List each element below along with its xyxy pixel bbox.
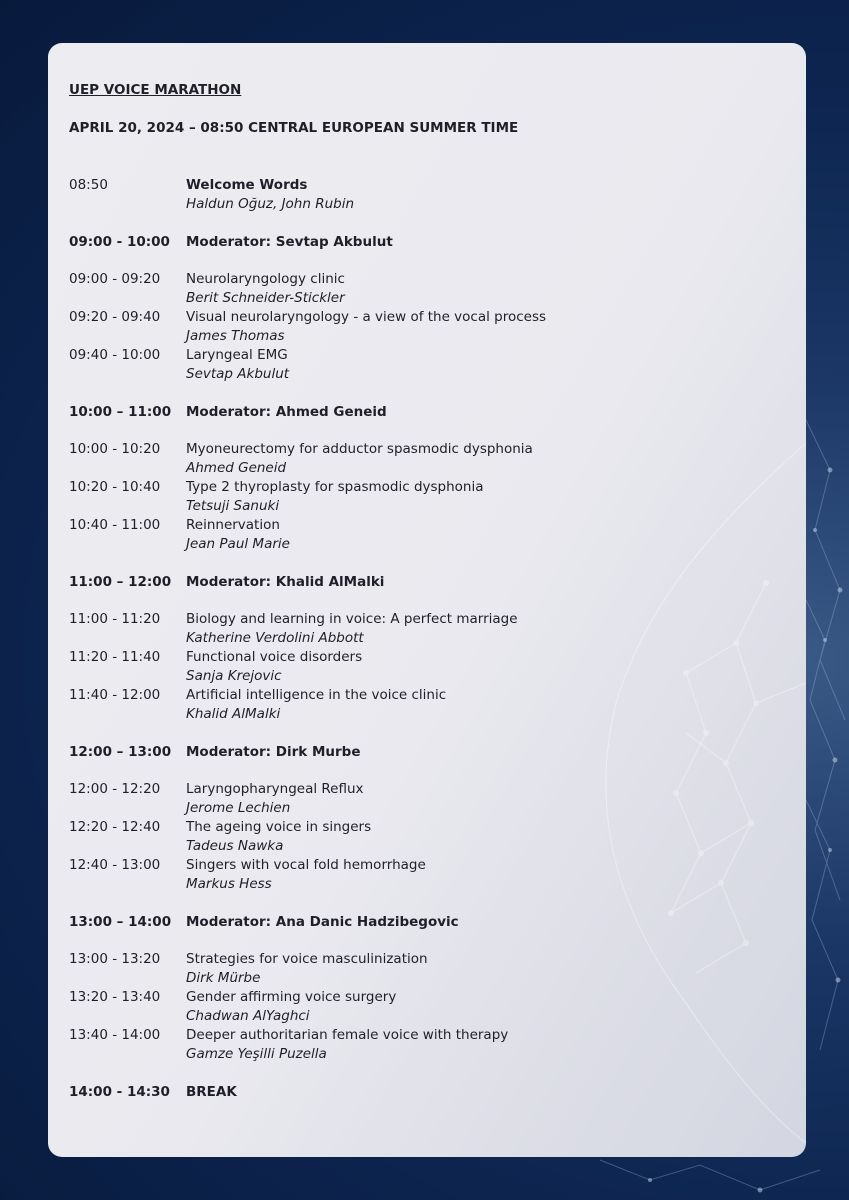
talk-title: Biology and learning in voice: A perfect marriage <box>186 611 518 627</box>
talk-time: 09:40 - 10:00 <box>69 347 161 363</box>
talk-time: 10:40 - 11:00 <box>69 517 161 533</box>
talk-time: 12:20 - 12:40 <box>69 819 161 835</box>
talk-speaker: Jerome Lechien <box>186 800 291 816</box>
talk-title: Singers with vocal fold hemorrhage <box>186 857 426 873</box>
talk-time: 10:20 - 10:40 <box>69 479 161 495</box>
event-title: UEP VOICE MARATHON <box>69 82 242 98</box>
session-header <box>69 233 789 252</box>
talk-title: The ageing voice in singers <box>186 819 372 835</box>
talk-speaker: Chadwan AlYaghci <box>186 1008 310 1024</box>
break-row <box>69 1083 789 1102</box>
talk-time: 11:00 - 11:20 <box>69 611 161 627</box>
talk-speaker: Berit Schneider-Stickler <box>186 290 345 306</box>
talk-time: 09:20 - 09:40 <box>69 309 161 325</box>
welcome-time: 08:50 <box>69 177 108 193</box>
welcome-row <box>69 176 789 214</box>
talk-row <box>69 610 789 648</box>
talk-row <box>69 988 789 1026</box>
break-time: 14:00 - 14:30 <box>69 1084 170 1100</box>
talk-title: Reinnervation <box>186 517 280 533</box>
talk-title: Type 2 thyroplasty for spasmodic dysphonia <box>186 479 484 495</box>
talk-speaker: Gamze Yeşilli Puzella <box>186 1046 327 1062</box>
talk-time: 13:00 - 13:20 <box>69 951 161 967</box>
talk-time: 12:40 - 13:00 <box>69 857 161 873</box>
welcome-speaker: Haldun Oğuz, John Rubin <box>186 196 355 212</box>
session-header <box>69 913 789 932</box>
session-moderator: Moderator: Ana Danic Hadzibegovic <box>186 914 459 930</box>
talk-speaker: Markus Hess <box>186 876 272 892</box>
talk-row <box>69 478 789 516</box>
talk-time: 11:40 - 12:00 <box>69 687 161 703</box>
talk-speaker: James Thomas <box>186 328 285 344</box>
talk-row <box>69 648 789 686</box>
talk-speaker: Dirk Mürbe <box>186 970 261 986</box>
talk-row <box>69 516 789 554</box>
talk-title: Laryngopharyngeal Reflux <box>186 781 364 797</box>
talk-row <box>69 780 789 818</box>
welcome-title: Welcome Words <box>186 177 308 193</box>
talk-title: Neurolaryngology clinic <box>186 271 345 287</box>
talk-row <box>69 346 789 384</box>
schedule-card <box>48 43 806 1157</box>
talk-row <box>69 1026 789 1064</box>
session-moderator: Moderator: Ahmed Geneid <box>186 404 387 420</box>
talk-time: 12:00 - 12:20 <box>69 781 161 797</box>
talk-speaker: Khalid AlMalki <box>186 706 281 722</box>
session-moderator: Moderator: Sevtap Akbulut <box>186 234 393 250</box>
session-header <box>69 403 789 422</box>
talk-row <box>69 440 789 478</box>
talk-speaker: Sanja Krejovic <box>186 668 282 684</box>
session-time: 12:00 – 13:00 <box>69 744 172 760</box>
talk-title: Artificial intelligence in the voice clinic <box>186 687 447 703</box>
break-label: BREAK <box>186 1084 237 1100</box>
talk-time: 13:20 - 13:40 <box>69 989 161 1005</box>
session-header <box>69 573 789 592</box>
talk-time: 13:40 - 14:00 <box>69 1027 161 1043</box>
talk-speaker: Tadeus Nawka <box>186 838 284 854</box>
talk-title: Functional voice disorders <box>186 649 363 665</box>
talk-title: Visual neurolaryngology - a view of the vocal process <box>186 309 547 325</box>
talk-title: Myoneurectomy for adductor spasmodic dysphonia <box>186 441 533 457</box>
event-date-line: APRIL 20, 2024 – 08:50 CENTRAL EUROPEAN SUMMER TIME <box>69 120 519 136</box>
talk-time: 11:20 - 11:40 <box>69 649 161 665</box>
talk-title: Strategies for voice masculinization <box>186 951 428 967</box>
talk-row <box>69 856 789 894</box>
talk-row <box>69 308 789 346</box>
talk-speaker: Ahmed Geneid <box>186 460 287 476</box>
talk-row <box>69 818 789 856</box>
talk-speaker: Jean Paul Marie <box>186 536 290 552</box>
talk-row <box>69 686 789 724</box>
talk-time: 09:00 - 09:20 <box>69 271 161 287</box>
talk-speaker: Sevtap Akbulut <box>186 366 290 382</box>
talk-title: Deeper authoritarian female voice with therapy <box>186 1027 509 1043</box>
talk-title: Gender affirming voice surgery <box>186 989 397 1005</box>
talk-time: 10:00 - 10:20 <box>69 441 161 457</box>
session-header <box>69 743 789 762</box>
session-moderator: Moderator: Dirk Murbe <box>186 744 361 760</box>
talk-row <box>69 950 789 988</box>
talk-speaker: Katherine Verdolini Abbott <box>186 630 364 646</box>
session-time: 11:00 – 12:00 <box>69 574 172 590</box>
talk-row <box>69 270 789 308</box>
session-time: 10:00 – 11:00 <box>69 404 172 420</box>
session-moderator: Moderator: Khalid AlMalki <box>186 574 385 590</box>
talk-title: Laryngeal EMG <box>186 347 288 363</box>
session-time: 13:00 – 14:00 <box>69 914 172 930</box>
talk-speaker: Tetsuji Sanuki <box>186 498 280 514</box>
session-time: 09:00 - 10:00 <box>69 234 170 250</box>
